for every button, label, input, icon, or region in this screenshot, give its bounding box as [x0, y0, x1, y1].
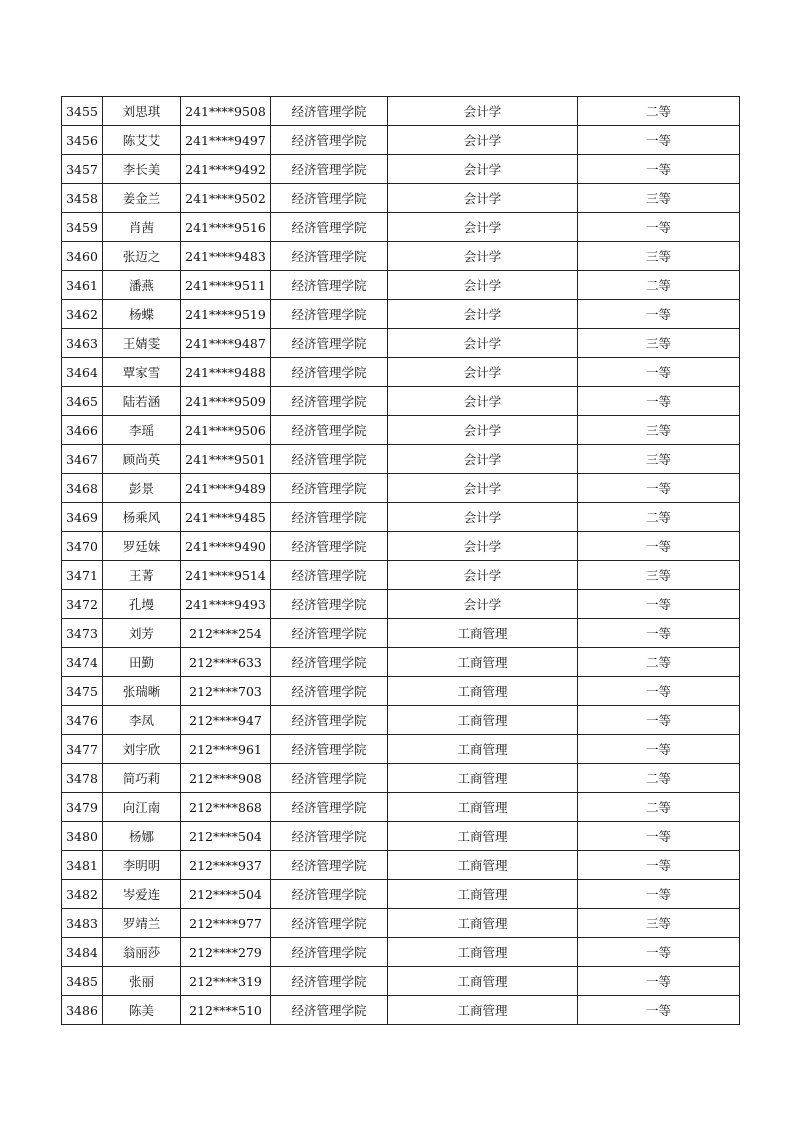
college-cell: 经济管理学院 — [271, 590, 388, 619]
college-cell: 经济管理学院 — [271, 996, 388, 1025]
row-number-cell: 3485 — [62, 967, 103, 996]
major-cell: 工商管理 — [388, 793, 578, 822]
award-grade-cell: 一等 — [578, 735, 740, 764]
table-row — [62, 590, 740, 619]
student-name-cell: 彭景 — [103, 474, 181, 503]
student-name-cell: 张丽 — [103, 967, 181, 996]
row-number-cell: 3480 — [62, 822, 103, 851]
student-name-cell: 潘燕 — [103, 271, 181, 300]
table-row — [62, 996, 740, 1025]
student-name-cell: 刘宇欣 — [103, 735, 181, 764]
row-number-cell: 3481 — [62, 851, 103, 880]
college-cell: 经济管理学院 — [271, 822, 388, 851]
table-row — [62, 967, 740, 996]
major-cell: 会计学 — [388, 474, 578, 503]
college-cell: 经济管理学院 — [271, 97, 388, 126]
table-row — [62, 503, 740, 532]
college-cell: 经济管理学院 — [271, 532, 388, 561]
award-grade-cell: 一等 — [578, 358, 740, 387]
row-number-cell: 3470 — [62, 532, 103, 561]
college-cell: 经济管理学院 — [271, 938, 388, 967]
major-cell: 会计学 — [388, 532, 578, 561]
award-grade-cell: 三等 — [578, 561, 740, 590]
row-number-cell: 3477 — [62, 735, 103, 764]
row-number-cell: 3473 — [62, 619, 103, 648]
award-grade-cell: 二等 — [578, 97, 740, 126]
student-id-cell: 212****868 — [181, 793, 271, 822]
row-number-cell: 3483 — [62, 909, 103, 938]
college-cell: 经济管理学院 — [271, 271, 388, 300]
award-grade-cell: 一等 — [578, 851, 740, 880]
student-name-cell: 王菁 — [103, 561, 181, 590]
row-number-cell: 3455 — [62, 97, 103, 126]
college-cell: 经济管理学院 — [271, 213, 388, 242]
table-row — [62, 387, 740, 416]
student-id-cell: 212****703 — [181, 677, 271, 706]
student-name-cell: 张瑞晰 — [103, 677, 181, 706]
row-number-cell: 3478 — [62, 764, 103, 793]
table-row — [62, 300, 740, 329]
college-cell: 经济管理学院 — [271, 242, 388, 271]
college-cell: 经济管理学院 — [271, 909, 388, 938]
scholarship-table — [61, 96, 740, 1025]
student-id-cell: 212****504 — [181, 880, 271, 909]
student-id-cell: 212****977 — [181, 909, 271, 938]
major-cell: 工商管理 — [388, 735, 578, 764]
student-id-cell: 241****9497 — [181, 126, 271, 155]
student-id-cell: 241****9483 — [181, 242, 271, 271]
table-row — [62, 271, 740, 300]
award-grade-cell: 三等 — [578, 416, 740, 445]
award-grade-cell: 一等 — [578, 213, 740, 242]
student-name-cell: 杨乘风 — [103, 503, 181, 532]
student-name-cell: 陈艾艾 — [103, 126, 181, 155]
row-number-cell: 3457 — [62, 155, 103, 184]
college-cell: 经济管理学院 — [271, 126, 388, 155]
row-number-cell: 3476 — [62, 706, 103, 735]
major-cell: 工商管理 — [388, 851, 578, 880]
table-row — [62, 619, 740, 648]
college-cell: 经济管理学院 — [271, 793, 388, 822]
major-cell: 会计学 — [388, 561, 578, 590]
student-name-cell: 刘思琪 — [103, 97, 181, 126]
row-number-cell: 3474 — [62, 648, 103, 677]
student-id-cell: 241****9508 — [181, 97, 271, 126]
row-number-cell: 3461 — [62, 271, 103, 300]
table-row — [62, 764, 740, 793]
college-cell: 经济管理学院 — [271, 706, 388, 735]
table-row — [62, 822, 740, 851]
table-row — [62, 532, 740, 561]
table-row — [62, 474, 740, 503]
major-cell: 工商管理 — [388, 880, 578, 909]
college-cell: 经济管理学院 — [271, 358, 388, 387]
student-id-cell: 241****9519 — [181, 300, 271, 329]
student-id-cell: 241****9502 — [181, 184, 271, 213]
major-cell: 工商管理 — [388, 909, 578, 938]
student-id-cell: 241****9514 — [181, 561, 271, 590]
college-cell: 经济管理学院 — [271, 445, 388, 474]
table-row — [62, 416, 740, 445]
table-row — [62, 97, 740, 126]
award-grade-cell: 一等 — [578, 474, 740, 503]
student-name-cell: 陆若涵 — [103, 387, 181, 416]
table-row — [62, 880, 740, 909]
table-row — [62, 561, 740, 590]
major-cell: 工商管理 — [388, 619, 578, 648]
award-grade-cell: 一等 — [578, 996, 740, 1025]
major-cell: 会计学 — [388, 300, 578, 329]
student-name-cell: 王婧雯 — [103, 329, 181, 358]
row-number-cell: 3458 — [62, 184, 103, 213]
row-number-cell: 3464 — [62, 358, 103, 387]
table-row — [62, 735, 740, 764]
student-name-cell: 姜金兰 — [103, 184, 181, 213]
college-cell: 经济管理学院 — [271, 155, 388, 184]
table-row — [62, 184, 740, 213]
student-id-cell: 241****9488 — [181, 358, 271, 387]
major-cell: 会计学 — [388, 271, 578, 300]
row-number-cell: 3471 — [62, 561, 103, 590]
row-number-cell: 3482 — [62, 880, 103, 909]
student-id-cell: 212****937 — [181, 851, 271, 880]
student-name-cell: 杨娜 — [103, 822, 181, 851]
row-number-cell: 3466 — [62, 416, 103, 445]
row-number-cell: 3475 — [62, 677, 103, 706]
award-grade-cell: 二等 — [578, 503, 740, 532]
major-cell: 工商管理 — [388, 706, 578, 735]
table-row — [62, 242, 740, 271]
table-row — [62, 793, 740, 822]
award-grade-cell: 三等 — [578, 329, 740, 358]
college-cell: 经济管理学院 — [271, 764, 388, 793]
student-name-cell: 李凤 — [103, 706, 181, 735]
row-number-cell: 3459 — [62, 213, 103, 242]
major-cell: 工商管理 — [388, 677, 578, 706]
student-id-cell: 212****504 — [181, 822, 271, 851]
award-grade-cell: 一等 — [578, 706, 740, 735]
award-grade-cell: 三等 — [578, 445, 740, 474]
award-grade-cell: 一等 — [578, 938, 740, 967]
student-id-cell: 241****9501 — [181, 445, 271, 474]
college-cell: 经济管理学院 — [271, 880, 388, 909]
student-name-cell: 陈美 — [103, 996, 181, 1025]
major-cell: 工商管理 — [388, 822, 578, 851]
major-cell: 会计学 — [388, 503, 578, 532]
student-name-cell: 翁丽莎 — [103, 938, 181, 967]
student-name-cell: 李长美 — [103, 155, 181, 184]
major-cell: 工商管理 — [388, 996, 578, 1025]
row-number-cell: 3456 — [62, 126, 103, 155]
award-grade-cell: 三等 — [578, 242, 740, 271]
student-id-cell: 241****9516 — [181, 213, 271, 242]
award-grade-cell: 一等 — [578, 677, 740, 706]
award-grade-cell: 二等 — [578, 271, 740, 300]
table-row — [62, 677, 740, 706]
college-cell: 经济管理学院 — [271, 474, 388, 503]
major-cell: 工商管理 — [388, 764, 578, 793]
major-cell: 会计学 — [388, 590, 578, 619]
college-cell: 经济管理学院 — [271, 416, 388, 445]
college-cell: 经济管理学院 — [271, 648, 388, 677]
major-cell: 会计学 — [388, 155, 578, 184]
college-cell: 经济管理学院 — [271, 329, 388, 358]
row-number-cell: 3465 — [62, 387, 103, 416]
award-grade-cell: 一等 — [578, 387, 740, 416]
college-cell: 经济管理学院 — [271, 735, 388, 764]
major-cell: 工商管理 — [388, 967, 578, 996]
college-cell: 经济管理学院 — [271, 561, 388, 590]
award-grade-cell: 二等 — [578, 793, 740, 822]
college-cell: 经济管理学院 — [271, 184, 388, 213]
student-name-cell: 张迈之 — [103, 242, 181, 271]
student-id-cell: 241****9490 — [181, 532, 271, 561]
award-grade-cell: 二等 — [578, 764, 740, 793]
table-row — [62, 329, 740, 358]
college-cell: 经济管理学院 — [271, 300, 388, 329]
major-cell: 会计学 — [388, 126, 578, 155]
major-cell: 会计学 — [388, 358, 578, 387]
major-cell: 会计学 — [388, 416, 578, 445]
table-row — [62, 851, 740, 880]
student-id-cell: 212****254 — [181, 619, 271, 648]
student-id-cell: 241****9493 — [181, 590, 271, 619]
college-cell: 经济管理学院 — [271, 503, 388, 532]
award-grade-cell: 一等 — [578, 590, 740, 619]
table-row — [62, 358, 740, 387]
table-row — [62, 126, 740, 155]
student-id-cell: 241****9487 — [181, 329, 271, 358]
student-id-cell: 241****9511 — [181, 271, 271, 300]
major-cell: 会计学 — [388, 97, 578, 126]
student-id-cell: 241****9492 — [181, 155, 271, 184]
award-grade-cell: 一等 — [578, 532, 740, 561]
award-grade-cell: 一等 — [578, 619, 740, 648]
row-number-cell: 3479 — [62, 793, 103, 822]
major-cell: 会计学 — [388, 242, 578, 271]
student-id-cell: 212****961 — [181, 735, 271, 764]
student-id-cell: 212****319 — [181, 967, 271, 996]
award-grade-cell: 一等 — [578, 822, 740, 851]
student-id-cell: 241****9485 — [181, 503, 271, 532]
row-number-cell: 3467 — [62, 445, 103, 474]
college-cell: 经济管理学院 — [271, 619, 388, 648]
table-row — [62, 706, 740, 735]
student-id-cell: 241****9509 — [181, 387, 271, 416]
table-row — [62, 909, 740, 938]
student-name-cell: 李瑶 — [103, 416, 181, 445]
student-name-cell: 岑爱连 — [103, 880, 181, 909]
major-cell: 会计学 — [388, 387, 578, 416]
award-grade-cell: 一等 — [578, 155, 740, 184]
college-cell: 经济管理学院 — [271, 851, 388, 880]
student-name-cell: 孔墁 — [103, 590, 181, 619]
row-number-cell: 3486 — [62, 996, 103, 1025]
row-number-cell: 3472 — [62, 590, 103, 619]
major-cell: 会计学 — [388, 445, 578, 474]
row-number-cell: 3468 — [62, 474, 103, 503]
student-name-cell: 杨蝶 — [103, 300, 181, 329]
award-grade-cell: 三等 — [578, 184, 740, 213]
student-name-cell: 罗靖兰 — [103, 909, 181, 938]
student-name-cell: 肖茜 — [103, 213, 181, 242]
student-id-cell: 212****510 — [181, 996, 271, 1025]
student-id-cell: 212****908 — [181, 764, 271, 793]
student-name-cell: 向江南 — [103, 793, 181, 822]
table-row — [62, 648, 740, 677]
table-row — [62, 445, 740, 474]
student-id-cell: 212****947 — [181, 706, 271, 735]
major-cell: 工商管理 — [388, 648, 578, 677]
student-name-cell: 罗廷妹 — [103, 532, 181, 561]
award-grade-cell: 一等 — [578, 967, 740, 996]
college-cell: 经济管理学院 — [271, 387, 388, 416]
student-id-cell: 212****279 — [181, 938, 271, 967]
row-number-cell: 3463 — [62, 329, 103, 358]
student-name-cell: 覃家雪 — [103, 358, 181, 387]
student-name-cell: 顾尚英 — [103, 445, 181, 474]
major-cell: 工商管理 — [388, 938, 578, 967]
table-row — [62, 155, 740, 184]
row-number-cell: 3484 — [62, 938, 103, 967]
row-number-cell: 3462 — [62, 300, 103, 329]
college-cell: 经济管理学院 — [271, 967, 388, 996]
award-grade-cell: 一等 — [578, 300, 740, 329]
student-id-cell: 212****633 — [181, 648, 271, 677]
major-cell: 会计学 — [388, 213, 578, 242]
student-id-cell: 241****9489 — [181, 474, 271, 503]
award-grade-cell: 二等 — [578, 648, 740, 677]
college-cell: 经济管理学院 — [271, 677, 388, 706]
award-grade-cell: 一等 — [578, 880, 740, 909]
award-grade-cell: 三等 — [578, 909, 740, 938]
row-number-cell: 3469 — [62, 503, 103, 532]
student-id-cell: 241****9506 — [181, 416, 271, 445]
student-name-cell: 简巧莉 — [103, 764, 181, 793]
row-number-cell: 3460 — [62, 242, 103, 271]
table-row — [62, 938, 740, 967]
student-name-cell: 田勤 — [103, 648, 181, 677]
student-name-cell: 李明明 — [103, 851, 181, 880]
major-cell: 会计学 — [388, 329, 578, 358]
table-body — [62, 97, 740, 1025]
award-grade-cell: 一等 — [578, 126, 740, 155]
table-row — [62, 213, 740, 242]
student-name-cell: 刘芳 — [103, 619, 181, 648]
major-cell: 会计学 — [388, 184, 578, 213]
